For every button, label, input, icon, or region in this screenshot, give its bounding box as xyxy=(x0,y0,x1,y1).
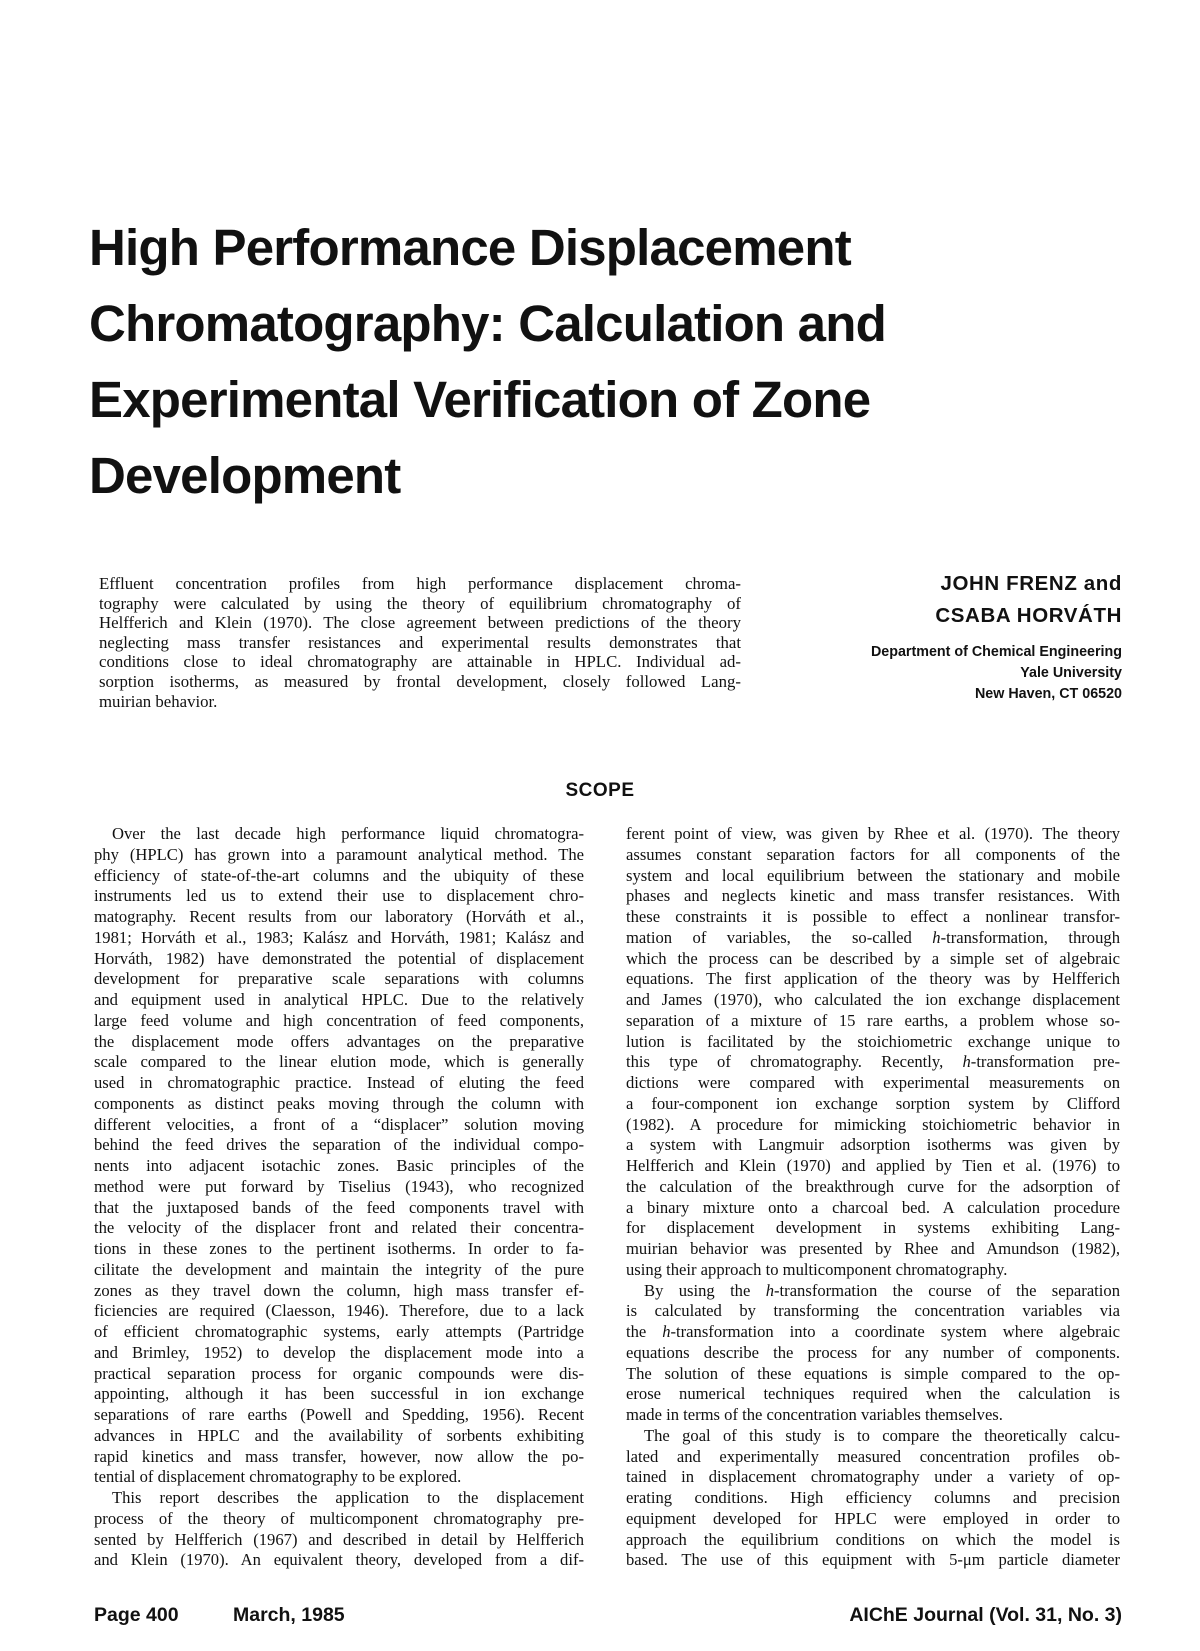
body-text-line: tained in displacement chromatography under a variety of op- xyxy=(626,1467,1120,1487)
body-text-line: separation of a mixture of 15 rare earths, a problem whose so- xyxy=(626,1010,1120,1030)
abstract-line: Helfferich and Klein (1970). The close agreement between predictions of the theory xyxy=(99,613,741,633)
body-text-line: these constraints it is possible to effect a nonlinear transfor- xyxy=(626,907,1120,926)
body-text-line: behind the feed drives the separation of the individual compo- xyxy=(94,1135,584,1155)
body-text-line: equations. The first application of the theory was by Helfferich xyxy=(626,969,1120,989)
body-text-line: erose numerical techniques required when the calculation is xyxy=(626,1384,1120,1404)
issue-date: March, 1985 xyxy=(233,1604,345,1626)
body-column-left xyxy=(94,824,584,1571)
body-text-line: made in terms of the concentration variables themselves. xyxy=(626,1405,1003,1424)
author-department: Department of Chemical Engineering xyxy=(870,644,1122,660)
body-text-line: By using the h-transformation the course of the separation xyxy=(644,1280,1120,1300)
page-number: Page 400 xyxy=(94,1604,179,1626)
body-text-line: which the process can be described by a simple set of algebraic xyxy=(626,948,1120,968)
body-text-line: equations describe the process for any number of components. xyxy=(626,1342,1120,1362)
body-text-line: scale compared to the linear elution mode, which is generally xyxy=(94,1052,584,1072)
body-text-line: of efficient chromatographic systems, early attempts (Partridge xyxy=(94,1322,584,1341)
body-text-line: is calculated by transforming the concentration variables via xyxy=(626,1301,1120,1321)
body-text-line: Helfferich and Klein (1970) and applied by Tien et al. (1976) to xyxy=(626,1156,1120,1175)
title-line: High Performance Displacement xyxy=(89,219,851,276)
abstract-line: Effluent concentration profiles from high performance displacement chroma- xyxy=(99,574,741,593)
body-text-line: The solution of these equations is simple compared to the op- xyxy=(626,1363,1120,1383)
body-text-line: nents into adjacent isotachic zones. Basic principles of the xyxy=(94,1156,584,1175)
body-text-line: mation of variables, the so-called h-transformation, through xyxy=(626,927,1120,947)
body-text-line: The goal of this study is to compare the theoretically calcu- xyxy=(644,1425,1120,1445)
body-text-line: sented by Helfferich (1967) and described in detail by Helfferich xyxy=(94,1529,584,1549)
author-name: JOHN FRENZ and xyxy=(940,572,1122,595)
body-text-line: practical separation process for organic compounds were dis- xyxy=(94,1363,584,1383)
abstract-line: muirian behavior. xyxy=(99,691,218,711)
body-text-line: the calculation of the breakthrough curve for the adsorption of xyxy=(626,1176,1120,1196)
body-text-line: tential of displacement chromatography to be explored. xyxy=(94,1467,462,1487)
body-text-line: large feed volume and high concentration of feed components, xyxy=(94,1010,584,1030)
body-text-line: the h-transformation into a coordinate system where algebraic xyxy=(626,1322,1120,1341)
body-text-line: and Brimley, 1952) to develop the displacement mode into a xyxy=(94,1342,584,1362)
author-name: CSABA HORVÁTH xyxy=(935,604,1122,627)
body-text-line: development for preparative scale separations with columns xyxy=(94,969,584,989)
abstract xyxy=(99,574,741,711)
body-text-line: for displacement development in systems exhibiting Lang- xyxy=(626,1218,1120,1238)
body-text-line: separations of rare earths (Powell and Spedding, 1956). Recent xyxy=(94,1405,584,1424)
body-column-right xyxy=(626,824,1120,1571)
body-text-line: lution is facilitated by the stoichiometric exchange unique to xyxy=(626,1031,1120,1051)
abstract-line: sorption isotherms, as measured by frontal development, closely followed Lang- xyxy=(99,671,741,691)
body-text-line: lated and experimentally measured concentration profiles ob- xyxy=(626,1446,1120,1466)
author-block xyxy=(802,568,1122,705)
article-title xyxy=(89,210,949,514)
body-text-line: appointing, although it has been successful in ion exchange xyxy=(94,1384,584,1404)
journal-citation: AIChE Journal (Vol. 31, No. 3) xyxy=(849,1604,1122,1626)
author-university: Yale University xyxy=(1020,665,1122,681)
body-text-line: Horváth, 1982) have demonstrated the potential of displacement xyxy=(94,948,584,968)
body-text-line: zones as they travel down the column, high mass transfer ef- xyxy=(94,1280,584,1300)
body-text-line: cilitate the development and maintain the integrity of the pure xyxy=(94,1259,584,1279)
body-text-line: ficiencies are required (Claesson, 1946). Therefore, due to a lack xyxy=(94,1301,584,1321)
body-text-line: Over the last decade high performance liquid chromatogra- xyxy=(112,824,584,843)
body-text-line: ferent point of view, was given by Rhee et al. (1970). The theory xyxy=(626,824,1120,843)
abstract-line: conditions close to ideal chromatography are attainable in HPLC. Individual ad- xyxy=(99,652,741,672)
abstract-line: neglecting mass transfer resistances and experimental results demonstrates that xyxy=(99,632,741,652)
body-text-line: and equipment used in analytical HPLC. Due to the relatively xyxy=(94,990,584,1009)
body-text-line: using their approach to multicomponent chromatography. xyxy=(626,1259,1008,1279)
body-text-line: equipment developed for HPLC were employed in order to xyxy=(626,1508,1120,1528)
section-heading-scope: SCOPE xyxy=(565,780,635,801)
body-text-line: a four-component ion exchange sorption system by Clifford xyxy=(626,1093,1120,1113)
abstract-line: tography were calculated by using the theory of equilibrium chromatography of xyxy=(99,593,741,613)
body-text-line: components as distinct peaks moving through the column with xyxy=(94,1093,584,1113)
body-text-line: and James (1970), who calculated the ion exchange displacement xyxy=(626,990,1120,1009)
body-text-line: used in chromatographic practice. Instead of eluting the feed xyxy=(94,1073,584,1092)
body-text-line: assumes constant separation factors for all components of the xyxy=(626,844,1120,864)
body-text-line: instruments led us to extend their use to displacement chro- xyxy=(94,886,584,906)
body-text-line: muirian behavior was presented by Rhee and Amundson (1982), xyxy=(626,1239,1120,1258)
body-text-line: this type of chromatography. Recently, h-transformation pre- xyxy=(626,1052,1120,1072)
body-text-line: dictions were compared with experimental measurements on xyxy=(626,1073,1120,1092)
body-text-line: matography. Recent results from our laboratory (Horváth et al., xyxy=(94,907,584,926)
body-text-line: a binary mixture onto a charcoal bed. A calculation procedure xyxy=(626,1197,1120,1217)
body-text-line: This report describes the application to the displacement xyxy=(112,1488,584,1507)
body-text-line: tions in these zones to the pertinent isotherms. In order to fa- xyxy=(94,1239,584,1258)
body-text-line: approach the equilibrium conditions on which the model is xyxy=(626,1529,1120,1549)
title-line: Experimental Verification of Zone xyxy=(89,371,871,428)
title-line: Chromatography: Calculation and xyxy=(89,295,886,352)
body-text-line: different velocities, a front of a “displacer” solution moving xyxy=(94,1114,584,1134)
body-text-line: method were put forward by Tiselius (1943), who recognized xyxy=(94,1176,584,1196)
body-text-line: and Klein (1970). An equivalent theory, developed from a dif- xyxy=(94,1550,584,1570)
body-text-line: rapid kinetics and mass transfer, however, now allow the po- xyxy=(94,1446,584,1466)
body-text-line: the velocity of the displacer front and related their concentra- xyxy=(94,1218,584,1238)
body-text-line: advances in HPLC and the availability of sorbents exhibiting xyxy=(94,1425,584,1445)
body-text-line: 1981; Horváth et al., 1983; Kalász and Horváth, 1981; Kalász and xyxy=(94,927,584,947)
body-text-line: process of the theory of multicomponent chromatography pre- xyxy=(94,1508,584,1528)
body-text-line: a system with Langmuir adsorption isotherms was given by xyxy=(626,1135,1120,1155)
body-text-line: based. The use of this equipment with 5-μm particle diameter xyxy=(626,1550,1120,1570)
body-text-line: phases and neglects kinetic and mass transfer resistances. With xyxy=(626,886,1120,906)
body-text-line: efficiency of state-of-the-art columns and the ubiquity of these xyxy=(94,865,584,885)
body-text-line: the displacement mode offers advantages on the preparative xyxy=(94,1031,584,1051)
body-text-line: phy (HPLC) has grown into a paramount analytical method. The xyxy=(94,844,584,864)
body-text-line: that the juxtaposed bands of the feed components travel with xyxy=(94,1197,584,1217)
body-text-line: system and local equilibrium between the stationary and mobile xyxy=(626,865,1120,885)
author-city: New Haven, CT 06520 xyxy=(974,686,1122,702)
body-text-line: (1982). A procedure for mimicking stoichiometric behavior in xyxy=(626,1114,1120,1134)
body-text-line: erating conditions. High efficiency columns and precision xyxy=(626,1488,1120,1507)
title-line: Development xyxy=(89,447,401,504)
